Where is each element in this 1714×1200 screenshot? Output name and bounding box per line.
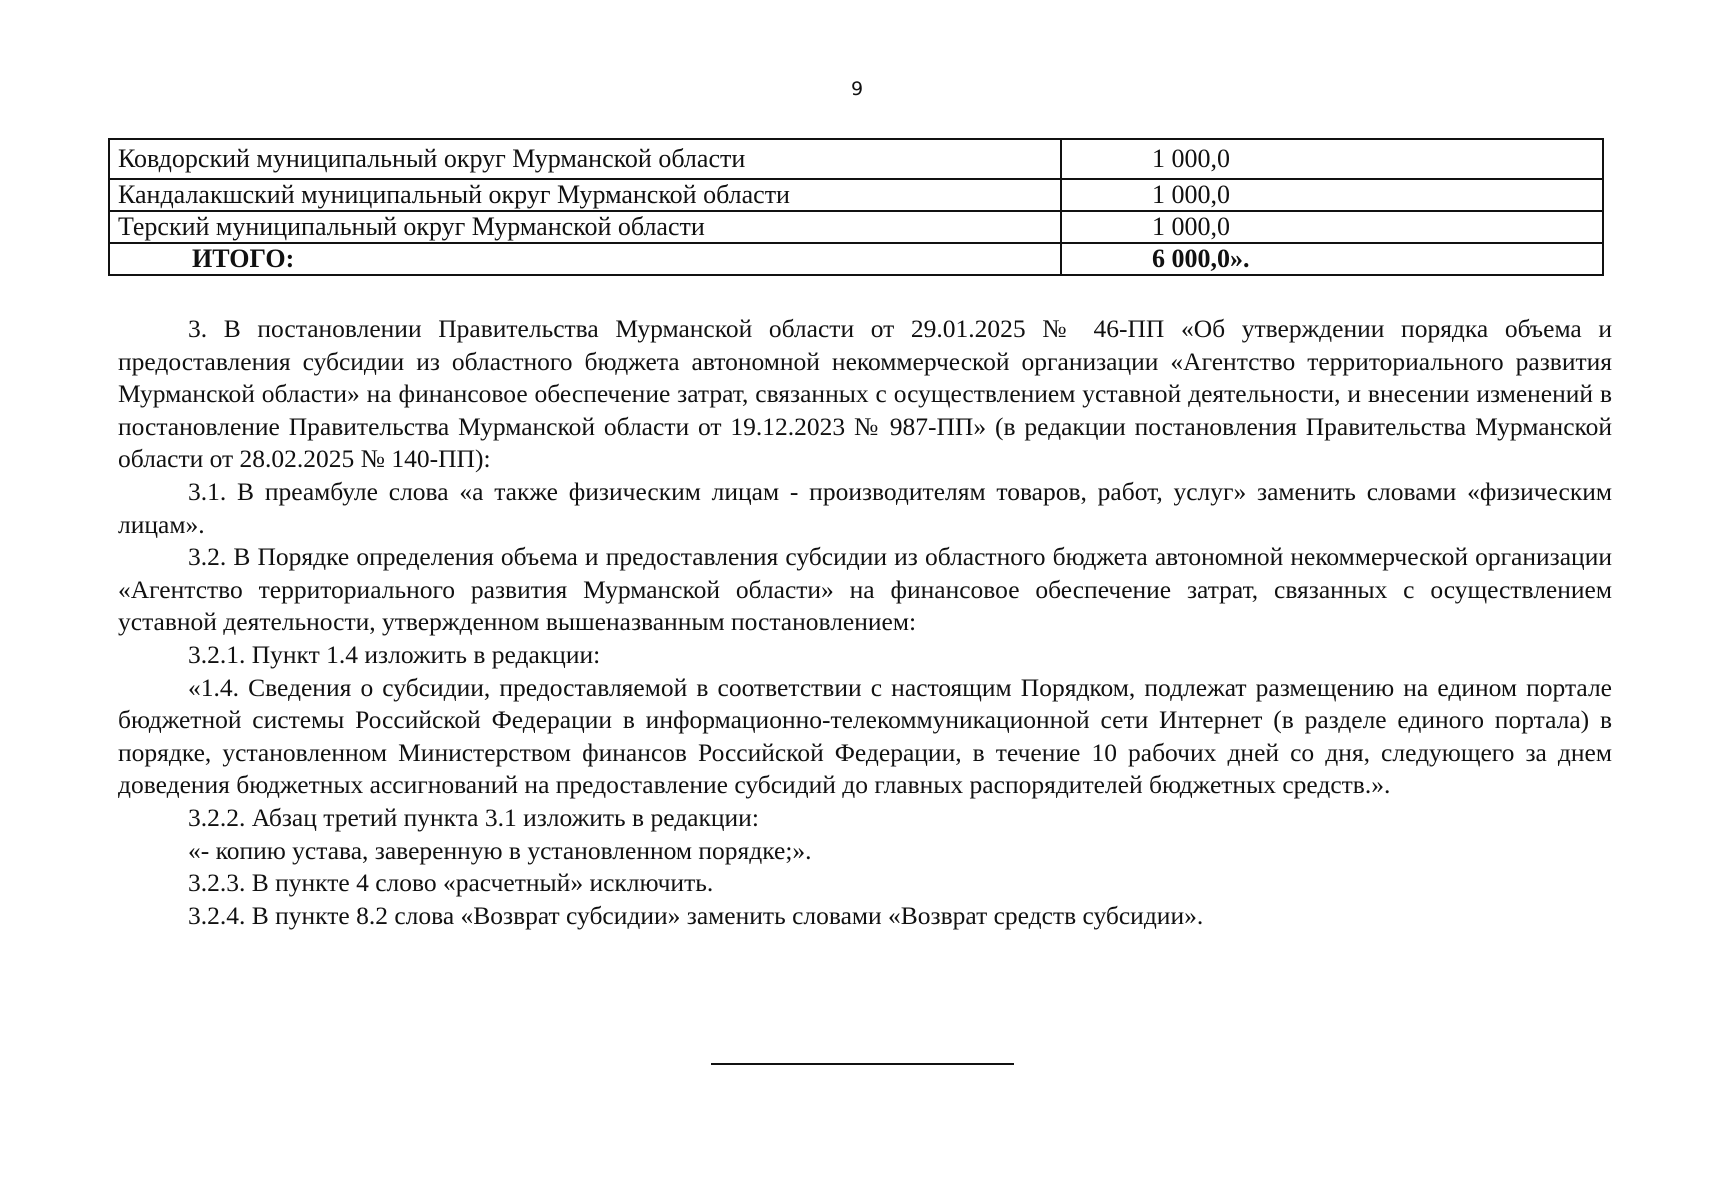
total-value: 6 000,0». bbox=[1061, 243, 1603, 275]
subsidy-table bbox=[108, 138, 1604, 276]
paragraph-3-2-4: 3.2.4. В пункте 8.2 слова «Возврат субсидии» заменить словами «Возврат средств субсидии». bbox=[188, 900, 1204, 930]
document-body bbox=[118, 313, 1612, 932]
municipality-name: Ковдорский муниципальный округ Мурманской области bbox=[109, 139, 1061, 179]
paragraph-3-1: 3.1. В преамбуле слова «а также физическим лицам - производителям товаров, работ, услуг» заменить словами «физическим лицам». bbox=[118, 476, 1612, 539]
paragraph-1-4-quote: «1.4. Сведения о субсидии, предоставляемой в соответствии с настоящим Порядком, подлежат размещению на едином портале бюджетной системы Российской Федерации в информационно-телекоммуникационной сети Интернет (в разделе единого портала) в порядке, установленном Министерством финансов Российской Федерации, в течение 10 рабочих дней со дня, следующего за днем доведения бюджетных ассигнований на предоставление субсидий до главных распорядителей бюджетных средств.». bbox=[118, 672, 1612, 800]
paragraph-3-2: 3.2. В Порядке определения объема и предоставления субсидии из областного бюджета автономной некоммерческой организации «Агентство территориального развития Мурманской области» на финансовое обеспечение затрат, связанных с осуществлением уставной деятельности, утвержденном вышеназванным постановлением: bbox=[118, 542, 1612, 637]
amount-value: 1 000,0 bbox=[1061, 139, 1603, 179]
table-row bbox=[109, 179, 1603, 211]
amount-value: 1 000,0 bbox=[1061, 211, 1603, 243]
amount-value: 1 000,0 bbox=[1061, 179, 1603, 211]
page-number: 9 bbox=[850, 78, 864, 100]
end-divider bbox=[711, 1063, 1014, 1065]
table-row bbox=[109, 139, 1603, 179]
table-row bbox=[109, 211, 1603, 243]
paragraph-3: 3. В постановлении Правительства Мурманской области от 29.01.2025 № 46-ПП «Об утверждении порядка объема и предоставления субсидии из областного бюджета автономной некоммерческой организации «Агентство территориального развития Мурманской области» на финансовое обеспечение затрат, связанных с осуществлением уставной деятельности, и внесении изменений в постановление Правительства Мурманской области от 19.12.2023 № 987-ПП» (в редакции постановления Правительства Мурманской области от 28.02.2025 № 140-ПП): bbox=[118, 314, 1612, 474]
municipality-name: Терский муниципальный округ Мурманской области bbox=[109, 211, 1061, 243]
table-total-row bbox=[109, 243, 1603, 275]
paragraph-3-2-3: 3.2.3. В пункте 4 слово «расчетный» исключить. bbox=[188, 868, 714, 898]
paragraph-3-2-2: 3.2.2. Абзац третий пункта 3.1 изложить в редакции: bbox=[188, 802, 759, 832]
paragraph-charter-quote: «- копию устава, заверенную в установленном порядке;». bbox=[188, 835, 812, 865]
paragraph-3-2-1: 3.2.1. Пункт 1.4 изложить в редакции: bbox=[188, 639, 601, 669]
municipality-name: Кандалакшский муниципальный округ Мурманской области bbox=[109, 179, 1061, 211]
total-label: ИТОГО: bbox=[109, 243, 1061, 275]
